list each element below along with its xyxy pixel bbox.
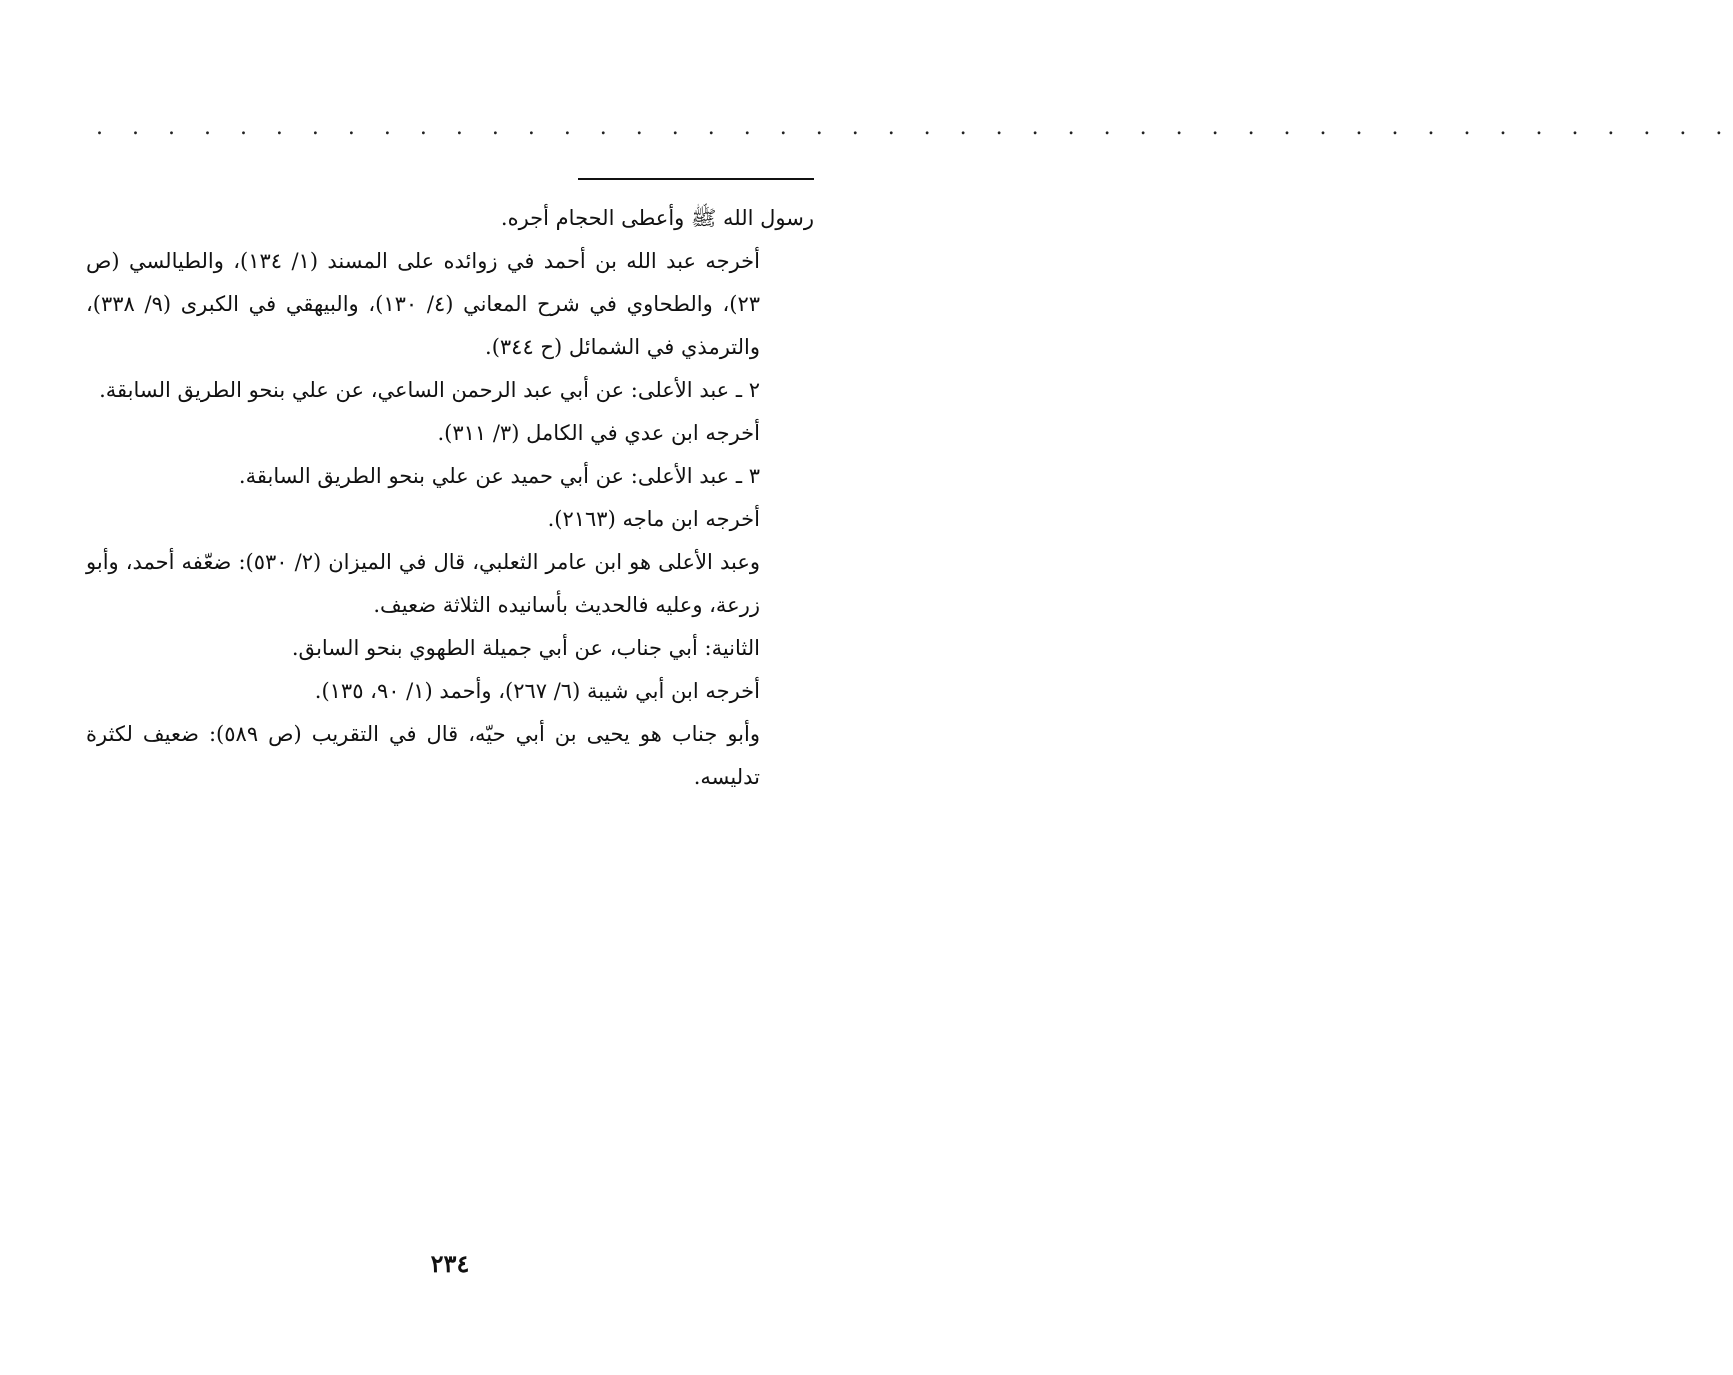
footnote-paragraph-narrator-note-1: وعبد الأعلى هو ابن عامر الثعلبي، قال في الميزان (٢/ ٥٣٠): ضعّفه أحمد، وأبو زرعة، وعليه فالحديث بأسانيده الثلاثة ضعيف.	[86, 550, 760, 617]
footnote-paragraph-second-route: الثانية: أبي جناب، عن أبي جميلة الطهوي بنحو السابق.	[291, 636, 760, 660]
continuation-dots: . . . . . . . . . . . . . . . . . . . . . . . . . . . . . . . . . . . . . . . . . . . . . .	[96, 115, 1733, 140]
footnote-paragraph-narrator-note-2: وأبو جناب هو يحيى بن أبي حيّه، قال في التقريب (ص ٥٨٩): ضعيف لكثرة تدليسه.	[86, 722, 761, 789]
footnote-separator-rule	[578, 178, 814, 180]
footnote-paragraph-route-3: ٣ ـ عبد الأعلى: عن أبي حميد عن علي بنحو الطريق السابقة.	[238, 464, 760, 488]
footnote-line-continuation: رسول الله ﷺ وأعطى الحجام أجره.	[500, 206, 814, 230]
footnote-paragraph-takhrij-3: أخرجه ابن ماجه (٢١٦٣).	[547, 507, 760, 531]
page-number: ٢٣٤	[430, 1249, 470, 1278]
footnote-paragraph-takhrij-1: أخرجه عبد الله بن أحمد في زوائده على المسند (١/ ١٣٤)، والطيالسي (ص ٢٣)، والطحاوي في شرح المعاني (٤/ ١٣٠)، والبيهقي في الكبرى (٩/ ٣٣٨)، والترمذي في الشمائل (ح ٣٤٤).	[86, 249, 760, 359]
footnotes-block	[86, 197, 814, 799]
footnote-paragraph-takhrij-2: أخرجه ابن عدي في الكامل (٣/ ٣١١).	[437, 421, 760, 445]
footnote-paragraph-takhrij-4: أخرجه ابن أبي شيبة (٦/ ٢٦٧)، وأحمد (١/ ٩٠، ١٣٥).	[314, 679, 760, 703]
footnote-paragraph-route-2: ٢ ـ عبد الأعلى: عن أبي عبد الرحمن الساعي، عن علي بنحو الطريق السابقة.	[99, 378, 760, 402]
